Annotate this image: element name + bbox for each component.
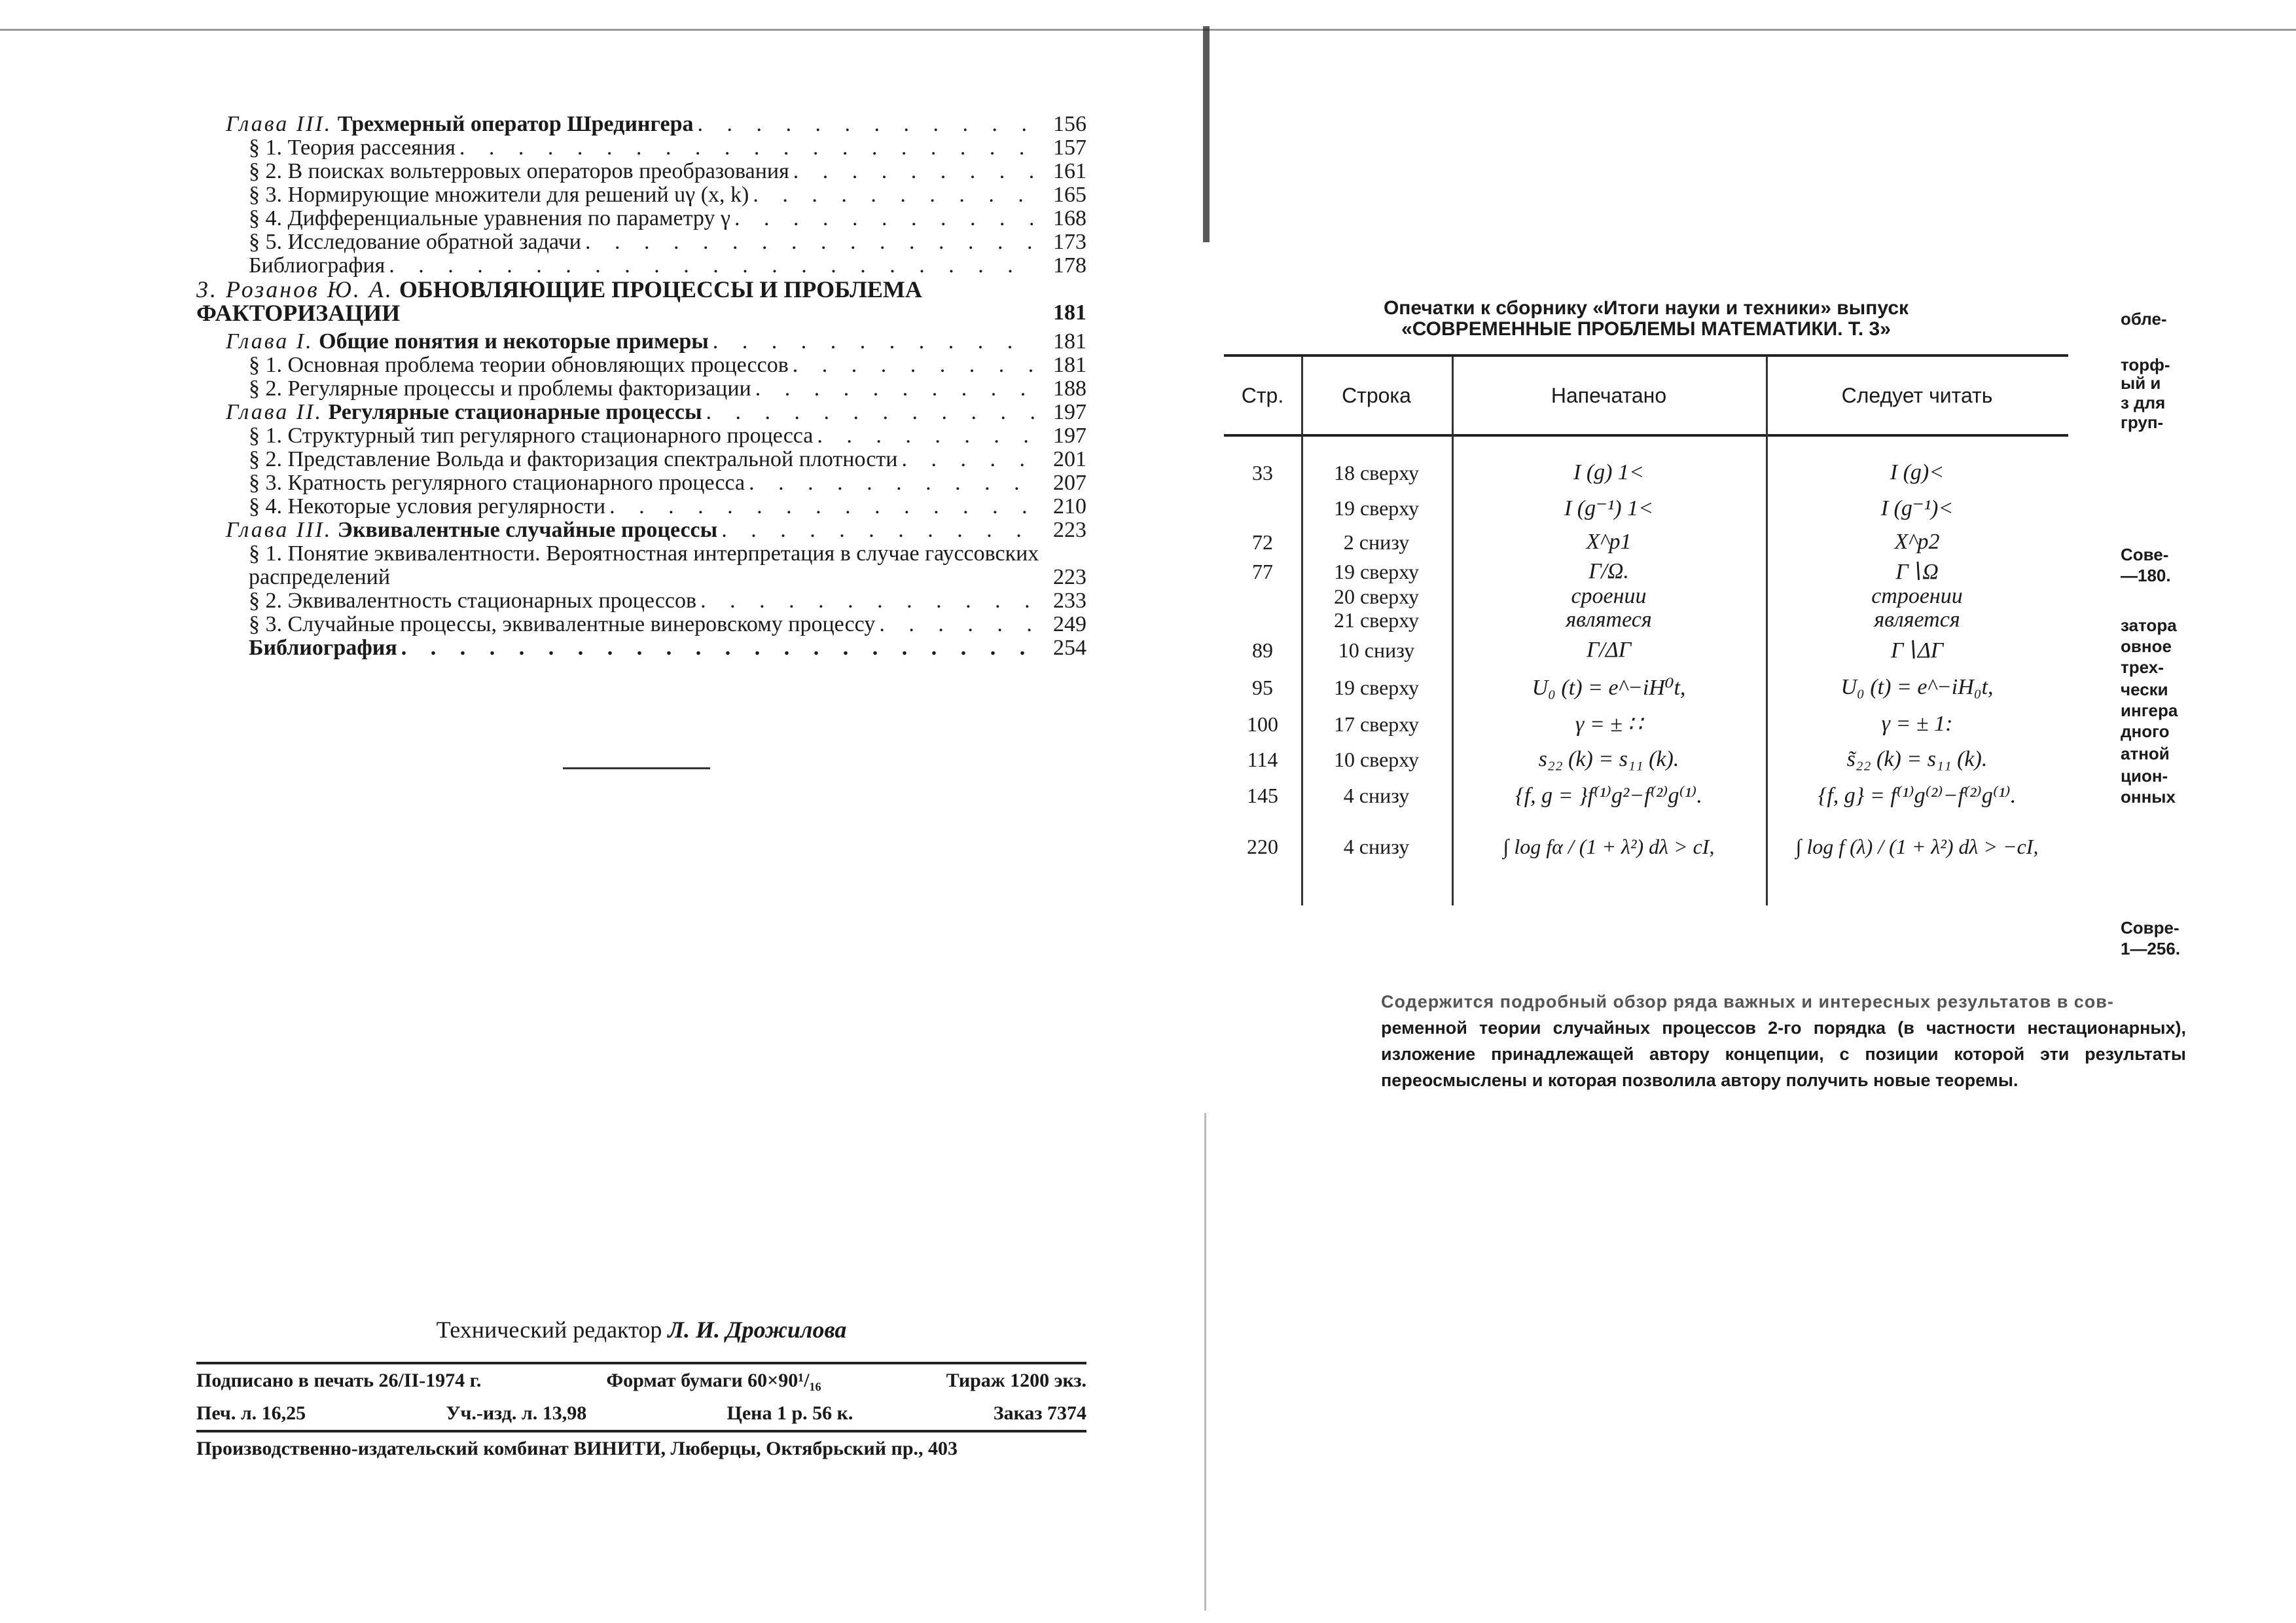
errata-cell-page: 95 — [1252, 675, 1273, 699]
errata-cell-printed: X^p1 — [1586, 530, 1632, 554]
fragment-text: Сове- — [2121, 545, 2169, 564]
errata-cell-correct: I (g⁻¹)< — [1880, 496, 1954, 520]
toc-entry: § 3. Нормирующие множители для решений uγ (x, k) . . . 165 — [196, 183, 1086, 207]
errata-cell-page: 100 — [1247, 712, 1278, 736]
abstract-text: ременной теории случайных процессов 2-го порядка (в частности нестационарных), изложение принадлежащей автору концепции, с позиции которой эти результаты переосмыслены и которая позволила автору получить новые теоремы. — [1381, 1018, 2186, 1090]
errata-cell-page: 72 — [1252, 530, 1273, 554]
errata-cell-correct: Γ∖ΔΓ — [1890, 638, 1944, 663]
header-page: Стр. — [1241, 383, 1284, 407]
errata-cell-correct: γ = ± 1: — [1881, 712, 1953, 736]
errata-row — [1224, 668, 2068, 706]
toc-entry-article: 3. Розанов Ю. А. ОБНОВЛЯЮЩИЕ ПРОЦЕССЫ И ПРОБЛЕМА ФАКТОРИЗАЦИИ 181 — [196, 276, 1086, 326]
fragment-text: онных — [2121, 787, 2176, 807]
toc-entry: § 3. Кратность регулярного стационарного процесса . . . 207 — [196, 471, 1086, 495]
errata-cell-line: 4 снизу — [1343, 783, 1410, 807]
errata-cell-line: 17 сверху — [1333, 712, 1420, 736]
toc-entry: § 2. В поисках вольтерровых операторов преобразования . . . 161 — [196, 160, 1086, 183]
toc-entry: § 1. Понятие эквивалентности. Вероятностная интерпретация в случае гауссовских распределений 223 — [249, 541, 1086, 589]
table-of-contents — [196, 113, 1086, 660]
fragment-text: груп- — [2121, 412, 2164, 432]
book-spine-shadow — [1203, 26, 1210, 242]
errata-table — [1224, 354, 2068, 905]
fragment-text: ингера — [2121, 701, 2178, 720]
errata-cell-printed: s₂₂ (k) = s₁₁ (k). — [1538, 747, 1679, 771]
errata-cell-correct: Γ∖Ω — [1895, 560, 1939, 584]
fragment-text: затора — [2121, 615, 2177, 635]
errata-cell-printed: U₀ (t) = e^−iH⁰t, — [1532, 676, 1686, 700]
toc-entry-bibliography: Библиография . . . 178 — [196, 254, 1086, 278]
fragment-text: атной — [2121, 744, 2170, 763]
fragment-text: Совре- — [2121, 918, 2179, 938]
toc-entry: § 1. Структурный тип регулярного стационарного процесса . . . 197 — [196, 424, 1086, 448]
errata-cell-page: 77 — [1252, 559, 1273, 583]
section-divider — [563, 767, 710, 769]
errata-cell-printed: Γ/ΔΓ — [1586, 638, 1632, 662]
errata-body — [1224, 437, 2068, 905]
errata-cell-line: 19 сверху — [1333, 559, 1420, 583]
errata-cell-line: 20 сверху — [1333, 584, 1420, 608]
errata-cell-line: 2 снизу — [1343, 530, 1410, 554]
errata-row — [1224, 608, 2068, 632]
errata-cell-line: 19 сверху — [1333, 496, 1420, 520]
errata-sheet — [1224, 298, 2068, 905]
errata-cell-printed: являтеся — [1566, 608, 1652, 632]
toc-entry-bibliography: Библиография . . . 254 — [196, 636, 1086, 660]
errata-row — [1224, 706, 2068, 742]
errata-row — [1224, 558, 2068, 585]
fragment-text: овное — [2121, 636, 2172, 656]
errata-cell-line: 4 снизу — [1343, 834, 1410, 858]
book-spine-edge — [1204, 1113, 1206, 1611]
fragment-text: чески — [2121, 680, 2168, 699]
fragment-text: —180. — [2121, 566, 2171, 585]
errata-header-row — [1224, 357, 2068, 437]
fragment-text: ый и — [2121, 373, 2161, 393]
errata-row — [1224, 742, 2068, 777]
errata-cell-line: 19 сверху — [1333, 675, 1420, 699]
errata-cell-page: 145 — [1247, 783, 1278, 807]
fragment-text: торф- — [2121, 355, 2170, 374]
imprint-row: Подписано в печать 26/II-1974 г. Формат бумаги 60×90¹/₁₆ Тираж 1200 экз. — [196, 1370, 1086, 1391]
abstract-paragraph — [1381, 989, 2186, 1093]
header-line: Строка — [1342, 383, 1411, 407]
toc-entry: § 2. Представление Вольда и факторизация спектральной плотности . . . 201 — [196, 448, 1086, 471]
fragment-text: трех- — [2121, 657, 2164, 677]
errata-title: Опечатки к сборнику «Итоги науки и техники» выпуск «СОВРЕМЕННЫЕ ПРОБЛЕМЫ МАТЕМАТИКИ. Т. 3» — [1383, 297, 1909, 340]
toc-entry: § 1. Основная проблема теории обновляющих процессов . . . 181 — [196, 354, 1086, 377]
errata-cell-printed: сроении — [1571, 584, 1647, 608]
errata-cell-printed: {f, g = }f⁽¹⁾g²−f⁽²⁾g⁽¹⁾. — [1515, 784, 1702, 808]
errata-cell-correct: строении — [1871, 584, 1963, 608]
errata-cell-page: 114 — [1247, 747, 1278, 771]
errata-cell-printed: I (g⁻¹) 1< — [1564, 496, 1654, 520]
errata-cell-line: 10 снизу — [1338, 638, 1415, 662]
errata-cell-printed: ∫ log fα / (1 + λ²) dλ > cI, — [1503, 834, 1715, 858]
toc-entry: § 2. Эквивалентность стационарных процессов . . . 233 — [196, 589, 1086, 613]
errata-cell-page: 89 — [1252, 638, 1273, 662]
toc-entry: § 2. Регулярные процессы и проблемы факторизации . . . 188 — [196, 377, 1086, 401]
header-printed: Напечатано — [1551, 383, 1667, 407]
errata-row — [1224, 585, 2068, 608]
fragment-text: з для — [2121, 393, 2166, 412]
technical-editor: Технический редактор Л. И. Дрожилова — [436, 1317, 847, 1343]
errata-cell-printed: I (g) 1< — [1573, 460, 1644, 484]
errata-cell-line: 21 сверху — [1333, 608, 1420, 632]
fragment-text: цион- — [2121, 766, 2168, 786]
errata-row — [1224, 814, 2068, 879]
header-correct: Следует читать — [1841, 383, 1993, 407]
errata-cell-correct: {f, g} = f⁽¹⁾g⁽²⁾−f⁽²⁾g⁽¹⁾. — [1818, 784, 2017, 808]
toc-entry: Глава III. Трехмерный оператор Шредингера . . . 156 — [196, 113, 1086, 136]
imprint-block — [196, 1316, 1086, 1465]
fragment-text: обле- — [2121, 309, 2167, 329]
fragment-text: 1—256. — [2121, 939, 2181, 958]
errata-cell-line: 10 сверху — [1333, 747, 1420, 771]
errata-row — [1224, 777, 2068, 814]
errata-row — [1224, 526, 2068, 558]
toc-entry: § 1. Теория рассеяния . . . 157 — [196, 136, 1086, 160]
errata-cell-correct: X^p2 — [1894, 530, 1940, 554]
toc-entry: § 5. Исследование обратной задачи . . . 173 — [196, 230, 1086, 254]
errata-cell-correct: ∫ log f (λ) / (1 + λ²) dλ > −cI, — [1795, 834, 2039, 858]
errata-cell-correct: I (g)< — [1890, 460, 1945, 484]
abstract-first-line: Содержится подробный обзор ряда важных и интересных результатов в сов- — [1381, 992, 2114, 1012]
fragment-text: дного — [2121, 721, 2170, 741]
top-scan-line — [0, 29, 2296, 31]
toc-entry: Глава II. Регулярные стационарные процессы . . . 197 — [196, 401, 1086, 424]
errata-cell-correct: является — [1874, 608, 1960, 632]
errata-row — [1224, 632, 2068, 668]
errata-cell-page: 33 — [1252, 460, 1273, 484]
toc-entry: § 4. Дифференциальные уравнения по параметру γ . . . 168 — [196, 207, 1086, 230]
errata-row — [1224, 490, 2068, 526]
errata-cell-page: 220 — [1247, 834, 1278, 858]
imprint-row: Печ. л. 16,25 Уч.-изд. л. 13,98 Цена 1 р. 56 к. Заказ 7374 — [196, 1402, 1086, 1424]
errata-cell-printed: γ = ± ∷ — [1575, 712, 1643, 737]
errata-cell-printed: Γ/Ω. — [1588, 559, 1629, 583]
errata-row — [1224, 455, 2068, 490]
errata-cell-correct: U₀ (t) = e^−iH₀t, — [1840, 675, 1994, 699]
toc-entry: Глава III. Эквивалентные случайные процессы . . . 223 — [196, 519, 1086, 542]
toc-entry: § 4. Некоторые условия регулярности . . . 210 — [196, 495, 1086, 519]
toc-entry: § 3. Случайные процессы, эквивалентные винеровскому процессу . . . 249 — [196, 613, 1086, 636]
errata-cell-correct: s̃₂₂ (k) = s₁₁ (k). — [1846, 747, 1988, 771]
publisher-line: Производственно-издательский комбинат ВИНИТИ, Люберцы, Октябрьский пр., 403 — [196, 1438, 958, 1459]
toc-entry: Глава I. Общие понятия и некоторые примеры . . . 181 — [196, 330, 1086, 354]
errata-cell-line: 18 сверху — [1333, 460, 1420, 484]
